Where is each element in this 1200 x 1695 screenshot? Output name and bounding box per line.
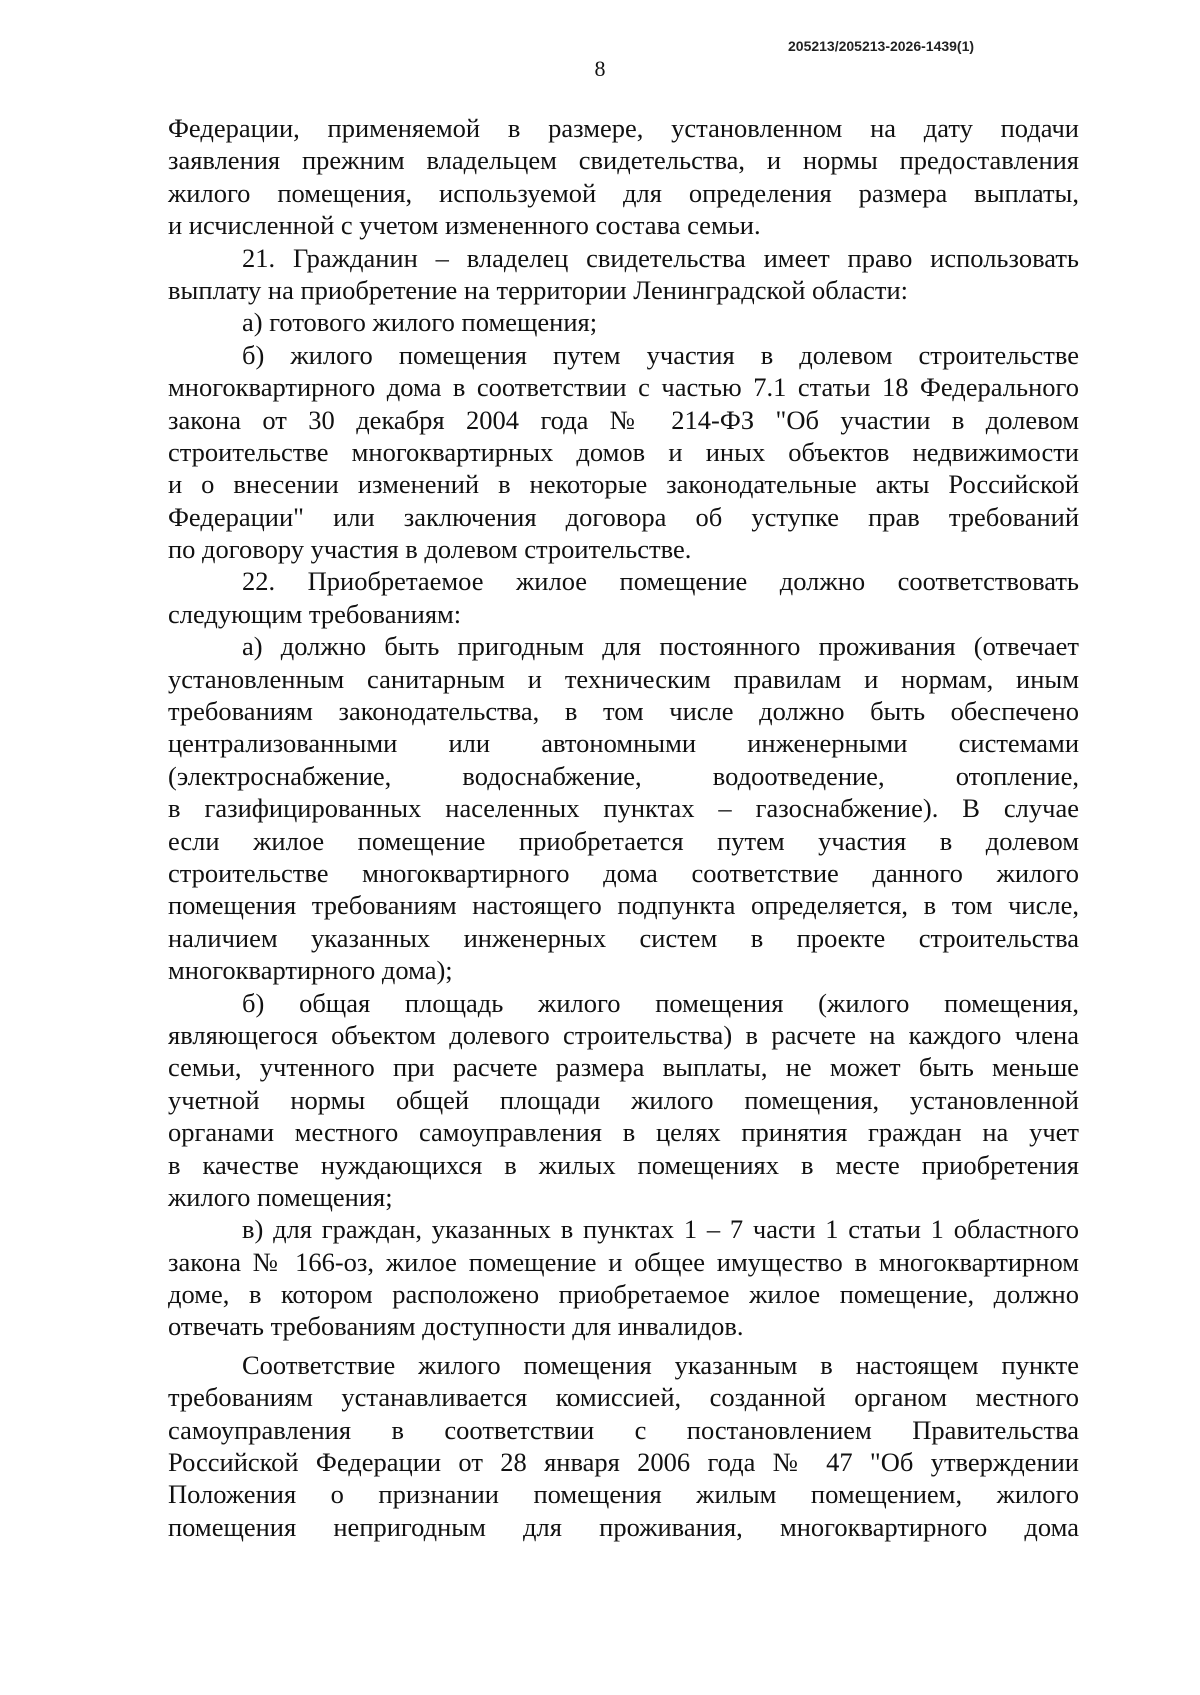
text-line: следующим требованиям:	[168, 598, 462, 629]
text-line: требованиям законодательства, в том числе должно быть обеспечено	[168, 696, 1079, 727]
text-line: самоуправления в соответствии с постановлением Правительства	[168, 1414, 1079, 1445]
text-line: строительстве многоквартирного дома соответствие данного жилого	[168, 857, 1079, 888]
text-line: (электроснабжение, водоснабжение, водоотведение, отопление,	[168, 760, 1079, 791]
text-line: в) для граждан, указанных в пунктах 1 – 7 части 1 статьи 1 областного	[242, 1214, 1079, 1245]
text-line: многоквартирного дома в соответствии с частью 7.1 статьи 18 Федерального	[168, 372, 1079, 403]
text-line: семьи, учтенного при расчете размера выплаты, не может быть меньше	[168, 1052, 1079, 1083]
text-line: наличием указанных инженерных систем в проекте строительства	[168, 922, 1079, 953]
text-line: Федерации" или заключения договора об уступке прав требований	[168, 501, 1079, 532]
text-line: жилого помещения;	[168, 1181, 393, 1212]
page-number: 8	[594, 56, 606, 81]
text-line: Соответствие жилого помещения указанным в настоящем пункте	[242, 1349, 1079, 1380]
document-body	[168, 112, 1079, 1543]
text-line: Положения о признании помещения жилым помещением, жилого	[168, 1479, 1079, 1510]
text-line: органами местного самоуправления в целях принятия граждан на учет	[168, 1117, 1079, 1148]
text-line: установленным санитарным и техническим правилам и нормам, иным	[168, 663, 1079, 694]
text-line: доме, в котором расположено приобретаемое жилое помещение, должно	[168, 1279, 1079, 1310]
text-line: выплату на приобретение на территории Ленинградской области:	[168, 274, 908, 305]
text-line: Федерации, применяемой в размере, установленном на дату подачи	[168, 113, 1079, 143]
text-line: а) готового жилого помещения;	[242, 307, 598, 338]
text-line: и о внесении изменений в некоторые законодательные акты Российской	[168, 469, 1079, 500]
text-line: Российской Федерации от 28 января 2006 года № 47 "Об утверждении	[168, 1447, 1079, 1478]
text-line: 21. Гражданин – владелец свидетельства имеет право использовать	[242, 242, 1079, 273]
text-line: б) общая площадь жилого помещения (жилого помещения,	[242, 987, 1079, 1018]
text-line: и исчисленной с учетом измененного состава семьи.	[168, 210, 761, 241]
text-line: строительстве многоквартирных домов и иных объектов недвижимости	[168, 436, 1079, 467]
text-line: являющегося объектом долевого строительства) в расчете на каждого члена	[168, 1019, 1079, 1050]
text-line: помещения требованиям настоящего подпункта определяется, в том числе,	[168, 890, 1079, 921]
text-line: в качестве нуждающихся в жилых помещениях в месте приобретения	[168, 1149, 1079, 1180]
text-line: закона от 30 декабря 2004 года № 214-ФЗ "Об участии в долевом	[168, 404, 1079, 435]
text-line: по договору участия в долевом строительстве.	[168, 534, 692, 565]
text-line: централизованными или автономными инженерными системами	[168, 728, 1079, 759]
text-line: в газифицированных населенных пунктах – газоснабжение). В случае	[168, 793, 1079, 824]
text-line: отвечать требованиям доступности для инвалидов.	[168, 1311, 744, 1342]
text-line: закона № 166-оз, жилое помещение и общее имущество в многоквартирном	[168, 1246, 1079, 1277]
text-line: жилого помещения, используемой для определения размера выплаты,	[168, 177, 1079, 208]
text-line: учетной нормы общей площади жилого помещения, установленной	[168, 1084, 1079, 1115]
text-line: заявления прежним владельцем свидетельства, и нормы предоставления	[168, 145, 1079, 176]
text-line: многоквартирного дома);	[168, 955, 453, 986]
document-id: 205213/205213-2026-1439(1)	[788, 38, 975, 54]
text-line: б) жилого помещения путем участия в долевом строительстве	[242, 339, 1079, 370]
text-line: требованиям устанавливается комиссией, созданной органом местного	[168, 1382, 1079, 1413]
text-line: если жилое помещение приобретается путем участия в долевом	[168, 825, 1079, 856]
text-line: 22. Приобретаемое жилое помещение должно соответствовать	[242, 566, 1079, 597]
text-line: а) должно быть пригодным для постоянного проживания (отвечает	[242, 631, 1079, 662]
text-line: помещения непригодным для проживания, многоквартирного дома	[168, 1511, 1079, 1542]
